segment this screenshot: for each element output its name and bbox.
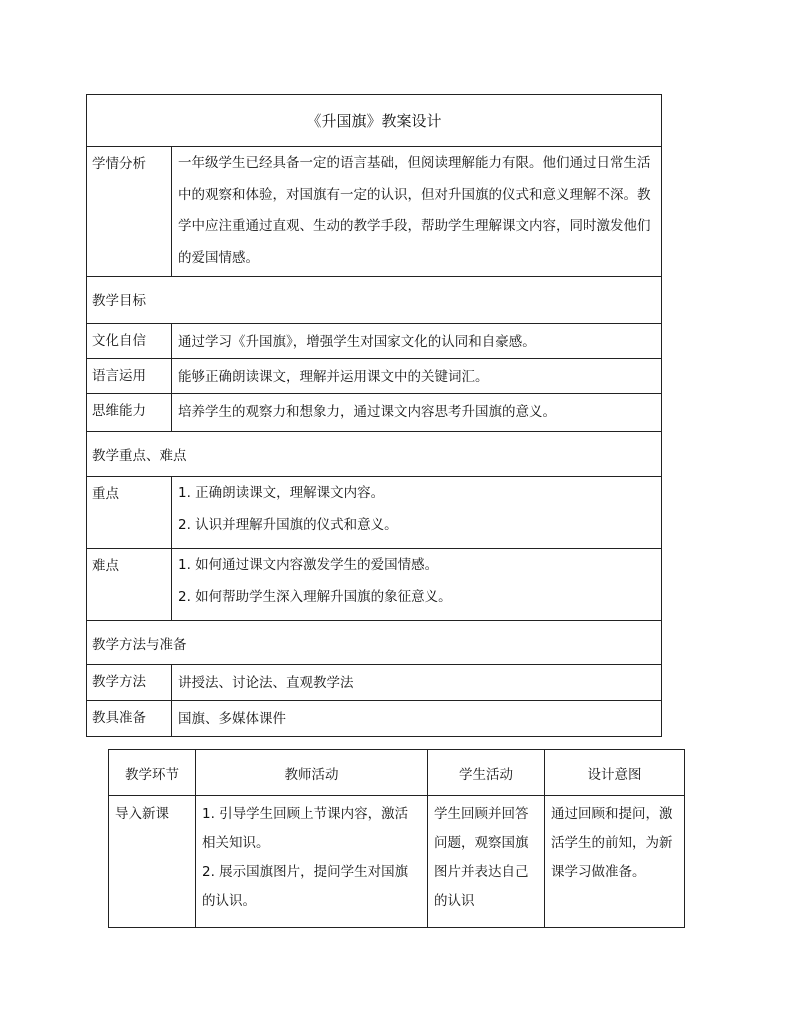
student-activity-cell: 学生回顾并回答问题，观察国旗图片并表达自己的认识 bbox=[428, 796, 545, 928]
goal-text: 通过学习《升国旗》，增强学生对国家文化的认同和自豪感。 bbox=[172, 324, 662, 359]
header-student: 学生活动 bbox=[428, 750, 545, 796]
goal-text: 能够正确朗读课文，理解并运用课文中的关键词汇。 bbox=[172, 359, 662, 394]
teaching-process-table bbox=[108, 749, 685, 928]
goals-heading-row bbox=[87, 277, 662, 324]
goal-label: 语言运用 bbox=[87, 359, 172, 394]
key-points-label: 重点 bbox=[87, 477, 172, 549]
header-stage: 教学环节 bbox=[109, 750, 196, 796]
design-intent-cell: 通过回顾和提问，激活学生的前知，为新课学习做准备。 bbox=[545, 796, 685, 928]
key-point-item: 1. 正确朗读课文，理解课文内容。 bbox=[178, 485, 385, 501]
difficult-points-row bbox=[87, 549, 662, 621]
lesson-plan-table bbox=[86, 94, 662, 737]
title-row bbox=[87, 95, 662, 147]
goal-label: 思维能力 bbox=[87, 394, 172, 432]
tools-row bbox=[87, 701, 662, 737]
difficult-points-label: 难点 bbox=[87, 549, 172, 621]
difficult-point-item: 1. 如何通过课文内容激发学生的爱国情感。 bbox=[178, 557, 439, 573]
teacher-activity-cell bbox=[196, 796, 428, 928]
tools-text: 国旗、多媒体课件 bbox=[172, 701, 662, 737]
difficult-point-item: 2. 如何帮助学生深入理解升国旗的象征意义。 bbox=[178, 589, 452, 605]
key-point-item: 2. 认识并理解升国旗的仪式和意义。 bbox=[178, 517, 398, 533]
teacher-activity-item: 2. 展示国旗图片，提问学生对国旗的认识。 bbox=[202, 864, 409, 909]
method-label: 教学方法 bbox=[87, 665, 172, 701]
analysis-row bbox=[87, 147, 662, 277]
focus-heading: 教学重点、难点 bbox=[87, 432, 662, 477]
header-teacher: 教师活动 bbox=[196, 750, 428, 796]
goals-heading: 教学目标 bbox=[87, 277, 662, 324]
process-row bbox=[109, 796, 685, 928]
page-title: 《升国旗》教案设计 bbox=[87, 95, 662, 147]
analysis-cell bbox=[172, 147, 662, 277]
goal-row bbox=[87, 359, 662, 394]
key-points-row bbox=[87, 477, 662, 549]
goal-label: 文化自信 bbox=[87, 324, 172, 359]
key-points-cell bbox=[172, 477, 662, 549]
methods-heading: 教学方法与准备 bbox=[87, 621, 662, 665]
teacher-activity-item: 1. 引导学生回顾上节课内容，激活相关知识。 bbox=[202, 806, 409, 851]
method-row bbox=[87, 665, 662, 701]
methods-heading-row bbox=[87, 621, 662, 665]
difficult-points-cell bbox=[172, 549, 662, 621]
process-header-row bbox=[109, 750, 685, 796]
analysis-text: 一年级学生已经具备一定的语言基础，但阅读理解能力有限。他们通过日常生活中的观察和体验，对国旗有一定的认识，但对升国旗的仪式和意义理解不深。教学中应注重通过直观、生动的教学手段，帮助学生理解课文内容，同时激发他们的爱国情感。 bbox=[178, 155, 651, 266]
goal-row bbox=[87, 324, 662, 359]
tools-label: 教具准备 bbox=[87, 701, 172, 737]
method-text: 讲授法、讨论法、直观教学法 bbox=[172, 665, 662, 701]
goal-row bbox=[87, 394, 662, 432]
goal-text: 培养学生的观察力和想象力，通过课文内容思考升国旗的意义。 bbox=[172, 394, 662, 432]
analysis-label: 学情分析 bbox=[87, 147, 172, 277]
focus-heading-row bbox=[87, 432, 662, 477]
header-intent: 设计意图 bbox=[545, 750, 685, 796]
stage-cell: 导入新课 bbox=[109, 796, 196, 928]
